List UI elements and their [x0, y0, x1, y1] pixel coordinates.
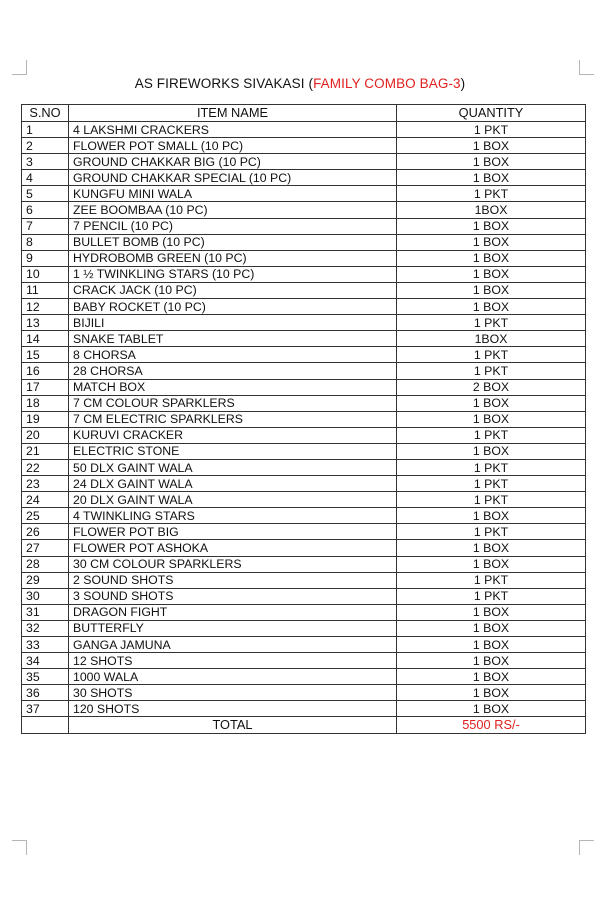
- table-row: [22, 604, 586, 620]
- cell-item-name: 30 SHOTS: [69, 685, 397, 701]
- table-row: [22, 524, 586, 540]
- crop-mark-bottom-right: [579, 840, 594, 855]
- cell-item-name: 50 DLX GAINT WALA: [69, 459, 397, 475]
- cell-item-name: 4 TWINKLING STARS: [69, 508, 397, 524]
- cell-sno: 33: [22, 637, 69, 653]
- cell-quantity: 1 PKT: [397, 363, 586, 379]
- total-amount: 5500 RS/-: [397, 717, 586, 734]
- cell-sno: 27: [22, 540, 69, 556]
- cell-sno: 12: [22, 299, 69, 315]
- table-row: [22, 250, 586, 266]
- title-suffix: ): [460, 76, 466, 91]
- cell-quantity: 1 BOX: [397, 508, 586, 524]
- table-row: [22, 669, 586, 685]
- cell-sno: 8: [22, 234, 69, 250]
- table-row: [22, 572, 586, 588]
- cell-sno: 7: [22, 218, 69, 234]
- table-row: [22, 266, 586, 282]
- table-row: [22, 218, 586, 234]
- cell-item-name: 7 PENCIL (10 PC): [69, 218, 397, 234]
- cell-sno: 28: [22, 556, 69, 572]
- cell-item-name: BUTTERFLY: [69, 620, 397, 636]
- cell-quantity: 1 PKT: [397, 588, 586, 604]
- cell-item-name: 120 SHOTS: [69, 701, 397, 717]
- cell-item-name: BULLET BOMB (10 PC): [69, 234, 397, 250]
- cell-quantity: 1 BOX: [397, 299, 586, 315]
- cell-item-name: 1000 WALA: [69, 669, 397, 685]
- cell-item-name: KURUVI CRACKER: [69, 427, 397, 443]
- cell-quantity: 1 BOX: [397, 540, 586, 556]
- table-row: [22, 170, 586, 186]
- total-label: TOTAL: [69, 717, 397, 734]
- cell-item-name: BABY ROCKET (10 PC): [69, 299, 397, 315]
- cell-quantity: 1BOX: [397, 202, 586, 218]
- cell-item-name: SNAKE TABLET: [69, 331, 397, 347]
- cell-quantity: 1 BOX: [397, 154, 586, 170]
- cell-quantity: 1 PKT: [397, 572, 586, 588]
- table-row: [22, 315, 586, 331]
- cell-sno: 9: [22, 250, 69, 266]
- table-row: [22, 556, 586, 572]
- cell-quantity: 1 PKT: [397, 524, 586, 540]
- crop-mark-top-right: [579, 60, 594, 75]
- items-table: [21, 104, 586, 734]
- cell-item-name: 30 CM COLOUR SPARKLERS: [69, 556, 397, 572]
- cell-item-name: GANGA JAMUNA: [69, 637, 397, 653]
- cell-sno: 1: [22, 122, 69, 138]
- cell-item-name: 28 CHORSA: [69, 363, 397, 379]
- cell-quantity: 1 PKT: [397, 492, 586, 508]
- cell-quantity: 1 PKT: [397, 427, 586, 443]
- table-row: [22, 653, 586, 669]
- cell-sno: 21: [22, 443, 69, 459]
- cell-quantity: 1 PKT: [397, 347, 586, 363]
- cell-item-name: ZEE BOOMBAA (10 PC): [69, 202, 397, 218]
- cell-item-name: 12 SHOTS: [69, 653, 397, 669]
- cell-sno: 3: [22, 154, 69, 170]
- cell-item-name: FLOWER POT ASHOKA: [69, 540, 397, 556]
- cell-sno: 17: [22, 379, 69, 395]
- cell-quantity: 1 BOX: [397, 604, 586, 620]
- cell-item-name: 24 DLX GAINT WALA: [69, 476, 397, 492]
- cell-quantity: 1 BOX: [397, 170, 586, 186]
- cell-sno: 18: [22, 395, 69, 411]
- cell-quantity: 1 BOX: [397, 701, 586, 717]
- table-row: [22, 701, 586, 717]
- table-row: [22, 459, 586, 475]
- cell-sno: 34: [22, 653, 69, 669]
- cell-item-name: 20 DLX GAINT WALA: [69, 492, 397, 508]
- crop-mark-top-left: [12, 60, 27, 75]
- cell-sno: 26: [22, 524, 69, 540]
- cell-item-name: 7 CM ELECTRIC SPARKLERS: [69, 411, 397, 427]
- table-header-row: [22, 105, 586, 122]
- cell-sno: 36: [22, 685, 69, 701]
- cell-sno: 37: [22, 701, 69, 717]
- cell-item-name: 2 SOUND SHOTS: [69, 572, 397, 588]
- cell-item-name: 1 ½ TWINKLING STARS (10 PC): [69, 266, 397, 282]
- cell-quantity: 1 BOX: [397, 395, 586, 411]
- table-row: [22, 620, 586, 636]
- table-row: [22, 379, 586, 395]
- cell-quantity: 1 PKT: [397, 459, 586, 475]
- cell-quantity: 1 BOX: [397, 411, 586, 427]
- table-row: [22, 427, 586, 443]
- header-item-name: ITEM NAME: [69, 105, 397, 122]
- cell-item-name: KUNGFU MINI WALA: [69, 186, 397, 202]
- table-row: [22, 540, 586, 556]
- cell-sno: 19: [22, 411, 69, 427]
- cell-item-name: 3 SOUND SHOTS: [69, 588, 397, 604]
- cell-item-name: GROUND CHAKKAR BIG (10 PC): [69, 154, 397, 170]
- cell-sno: 6: [22, 202, 69, 218]
- cell-sno: 13: [22, 315, 69, 331]
- cell-item-name: CRACK JACK (10 PC): [69, 282, 397, 298]
- cell-item-name: BIJILI: [69, 315, 397, 331]
- cell-sno: 23: [22, 476, 69, 492]
- cell-item-name: DRAGON FIGHT: [69, 604, 397, 620]
- cell-sno: 31: [22, 604, 69, 620]
- cell-sno: 24: [22, 492, 69, 508]
- cell-quantity: 1 PKT: [397, 315, 586, 331]
- cell-item-name: FLOWER POT SMALL (10 PC): [69, 138, 397, 154]
- table-row: [22, 588, 586, 604]
- cell-quantity: 1 PKT: [397, 122, 586, 138]
- cell-sno: 35: [22, 669, 69, 685]
- title-highlight: FAMILY COMBO BAG-3: [313, 76, 461, 91]
- cell-quantity: 1 BOX: [397, 443, 586, 459]
- table-row: [22, 685, 586, 701]
- table-row: [22, 363, 586, 379]
- cell-item-name: 8 CHORSA: [69, 347, 397, 363]
- cell-item-name: GROUND CHAKKAR SPECIAL (10 PC): [69, 170, 397, 186]
- cell-sno: 5: [22, 186, 69, 202]
- header-quantity: QUANTITY: [397, 105, 586, 122]
- cell-quantity: 1 BOX: [397, 556, 586, 572]
- cell-sno: 4: [22, 170, 69, 186]
- table-row: [22, 122, 586, 138]
- cell-quantity: 1 BOX: [397, 282, 586, 298]
- cell-quantity: 1 BOX: [397, 218, 586, 234]
- cell-sno: 10: [22, 266, 69, 282]
- table-row: [22, 476, 586, 492]
- crop-mark-bottom-left: [12, 840, 27, 855]
- cell-sno: 14: [22, 331, 69, 347]
- cell-quantity: 1 BOX: [397, 138, 586, 154]
- cell-item-name: 7 CM COLOUR SPARKLERS: [69, 395, 397, 411]
- cell-sno: 25: [22, 508, 69, 524]
- cell-quantity: 1 BOX: [397, 685, 586, 701]
- cell-item-name: 4 LAKSHMI CRACKERS: [69, 122, 397, 138]
- cell-quantity: 1 PKT: [397, 186, 586, 202]
- cell-quantity: 1BOX: [397, 331, 586, 347]
- cell-sno: 32: [22, 620, 69, 636]
- table-row: [22, 331, 586, 347]
- cell-item-name: HYDROBOMB GREEN (10 PC): [69, 250, 397, 266]
- cell-item-name: MATCH BOX: [69, 379, 397, 395]
- cell-quantity: 1 BOX: [397, 669, 586, 685]
- cell-item-name: ELECTRIC STONE: [69, 443, 397, 459]
- cell-quantity: 1 BOX: [397, 637, 586, 653]
- table-row: [22, 154, 586, 170]
- cell-sno: 29: [22, 572, 69, 588]
- table-row: [22, 508, 586, 524]
- cell-quantity: 1 PKT: [397, 476, 586, 492]
- table-row: [22, 234, 586, 250]
- cell-sno: 30: [22, 588, 69, 604]
- table-row: [22, 186, 586, 202]
- table-row: [22, 202, 586, 218]
- cell-quantity: 1 BOX: [397, 250, 586, 266]
- cell-quantity: 1 BOX: [397, 234, 586, 250]
- table-row: [22, 282, 586, 298]
- cell-item-name: FLOWER POT BIG: [69, 524, 397, 540]
- cell-sno: 22: [22, 459, 69, 475]
- table-row: [22, 637, 586, 653]
- table-row: [22, 347, 586, 363]
- total-row: [22, 717, 586, 734]
- table-row: [22, 443, 586, 459]
- title-prefix: AS FIREWORKS SIVAKASI (: [134, 76, 314, 91]
- table-row: [22, 395, 586, 411]
- document-title: [0, 76, 600, 91]
- table-row: [22, 411, 586, 427]
- cell-sno: 16: [22, 363, 69, 379]
- total-spacer: [22, 717, 69, 734]
- cell-quantity: 1 BOX: [397, 266, 586, 282]
- table-row: [22, 492, 586, 508]
- table-row: [22, 138, 586, 154]
- cell-sno: 15: [22, 347, 69, 363]
- header-sno: S.NO: [22, 105, 69, 122]
- cell-sno: 20: [22, 427, 69, 443]
- cell-quantity: 2 BOX: [397, 379, 586, 395]
- cell-quantity: 1 BOX: [397, 620, 586, 636]
- table-row: [22, 299, 586, 315]
- cell-quantity: 1 BOX: [397, 653, 586, 669]
- cell-sno: 11: [22, 282, 69, 298]
- cell-sno: 2: [22, 138, 69, 154]
